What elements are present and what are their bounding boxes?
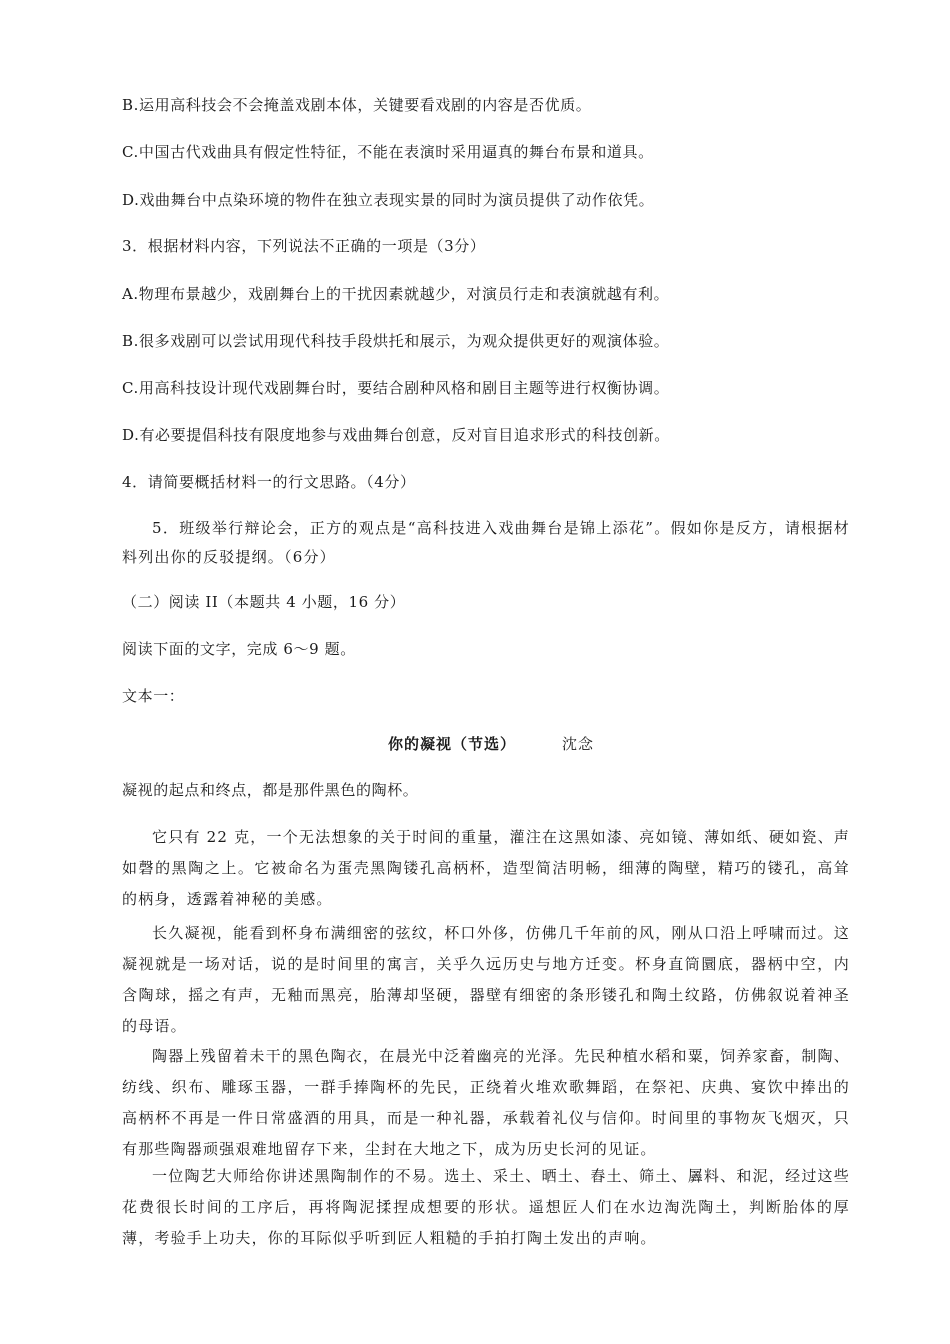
q3-option-b: B.很多戏剧可以尝试用现代科技手段烘托和展示，为观众提供更好的观演体验。 [122, 332, 670, 350]
q2-option-c: C.中国古代戏曲具有假定性特征，不能在表演时采用逼真的舞台布景和道具。 [122, 143, 654, 161]
q3-stem: 3．根据材料内容，下列说法不正确的一项是（3分） [122, 237, 486, 255]
q2-option-b: B.运用高科技会不会掩盖戏剧本体，关键要看戏剧的内容是否优质。 [122, 96, 592, 114]
q4-stem: 4．请简要概括材料一的行文思路。（4分） [122, 473, 416, 491]
essay-paragraph: 长久凝视，能看到杯身布满细密的弦纹，杯口外侈，仿佛几千年前的风，刚从口沿上呼啸而过。这凝视就是一场对话，说的是时间里的寓言，关乎久远历史与地方迁变。杯身直筒圜底，器柄中空，内含陶球，摇之有声，无釉而黑亮，胎薄却坚硬，器壁有细密的条形镂孔和陶土纹路，仿佛叙说着神圣的母语。 [122, 924, 850, 1035]
essay-paragraph: 它只有 22 克，一个无法想象的关于时间的重量，灌注在这黑如漆、亮如镜、薄如纸、硬如瓷、声如磬的黑陶之上。它被命名为蛋壳黑陶镂孔高柄杯，造型简洁明畅，细薄的陶壁，精巧的镂孔，高耸的柄身，透露着神秘的美感。 [122, 828, 850, 908]
essay-author: 沈念 [562, 735, 595, 753]
q5-stem: 5．班级举行辩论会，正方的观点是“高科技进入戏曲舞台是锦上添花”。假如你是反方，请根据材料列出你的反驳提纲。（6分） [122, 519, 850, 566]
section-instruction: 阅读下面的文字，完成 6～9 题。 [122, 640, 356, 658]
q3-option-d: D.有必要提倡科技有限度地参与戏曲舞台创意，反对盲目追求形式的科技创新。 [122, 426, 670, 444]
q3-option-c: C.用高科技设计现代戏剧舞台时，要结合剧种风格和剧目主题等进行权衡协调。 [122, 379, 670, 397]
q2-option-d: D.戏曲舞台中点染环境的物件在独立表现实景的同时为演员提供了动作依凭。 [122, 191, 655, 209]
q3-option-a: A.物理布景越少，戏剧舞台上的干扰因素就越少，对演员行走和表演就越有利。 [122, 285, 670, 303]
essay-paragraph: 陶器上残留着未干的黑色陶衣，在晨光中泛着幽亮的光泽。先民种植水稻和粟，饲养家畜，制陶、纺线、织布、雕琢玉器，一群手捧陶杯的先民，正绕着火堆欢歌舞蹈，在祭祀、庆典、宴饮中捧出的高柄杯不再是一件日常盛酒的用具，而是一种礼器，承载着礼仪与信仰。时间里的事物灰飞烟灭，只有那些陶器顽强艰难地留存下来，尘封在大地之下，成为历史长河的见证。 [122, 1047, 850, 1158]
text-label: 文本一： [122, 687, 185, 705]
essay-paragraph: 一位陶艺大师给你讲述黑陶制作的不易。选土、采土、晒土、舂土、筛土、羼料、和泥，经过这些花费很长时间的工序后，再将陶泥揉捏成想要的形状。遥想匠人们在水边淘洗陶土，判断胎体的厚薄，考验手上功夫，你的耳际似乎听到匠人粗糙的手拍打陶土发出的声响。 [122, 1167, 850, 1247]
essay-title: 你的凝视（节选） [388, 735, 517, 753]
section-heading: （二）阅读 II（本题共 4 小题，16 分） [122, 593, 406, 611]
essay-heading [0, 732, 950, 756]
essay-paragraph: 凝视的起点和终点，都是那件黑色的陶杯。 [122, 781, 419, 799]
